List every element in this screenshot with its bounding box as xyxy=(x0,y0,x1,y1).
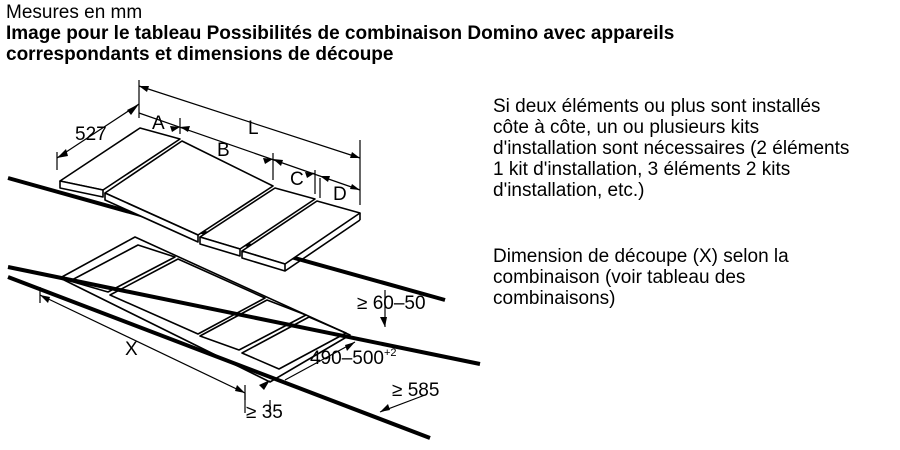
cutout-depth-value: 490–500 xyxy=(310,348,384,369)
cutout-depth-tolerance: +2 xyxy=(383,347,397,359)
dim-label-cutout-depth xyxy=(310,347,397,369)
title-line-2: correspondants et dimensions de découpe xyxy=(6,44,394,65)
note-line: Dimension de découpe (X) selon la xyxy=(493,246,789,267)
note-line: combinaison (voir tableau des xyxy=(493,267,746,288)
dim-label-side-gap: ≥ 35 xyxy=(246,402,283,423)
dim-label-c: C xyxy=(290,169,304,190)
cutout-note xyxy=(493,246,789,309)
hob-modules xyxy=(60,128,360,271)
dim-label-worktop-depth: ≥ 585 xyxy=(392,380,440,401)
dim-label-l: L xyxy=(248,118,259,139)
note-line: côte à côte, un ou plusieurs kits xyxy=(493,117,760,138)
note-line: d'installation sont nécessaires (2 éléments xyxy=(493,138,850,159)
installation-kit-note xyxy=(493,96,849,201)
note-line: 1 kit d'installation, 3 éléments 2 kits xyxy=(493,159,791,180)
title-line-1: Image pour le tableau Possibilités de combinaison Domino avec appareils xyxy=(6,23,675,44)
units-label: Mesures en mm xyxy=(6,2,143,23)
note-line: combinaisons) xyxy=(493,288,616,309)
note-line: Si deux éléments ou plus sont installés xyxy=(493,96,821,117)
dim-label-a: A xyxy=(152,113,165,134)
dim-label-front-gap: ≥ 60–50 xyxy=(357,293,426,314)
note-line: d'installation, etc.) xyxy=(493,180,645,201)
dim-label-527: 527 xyxy=(75,124,107,145)
dim-label-b: B xyxy=(217,140,230,161)
dim-label-x: X xyxy=(125,339,138,360)
dim-label-d: D xyxy=(333,184,347,205)
